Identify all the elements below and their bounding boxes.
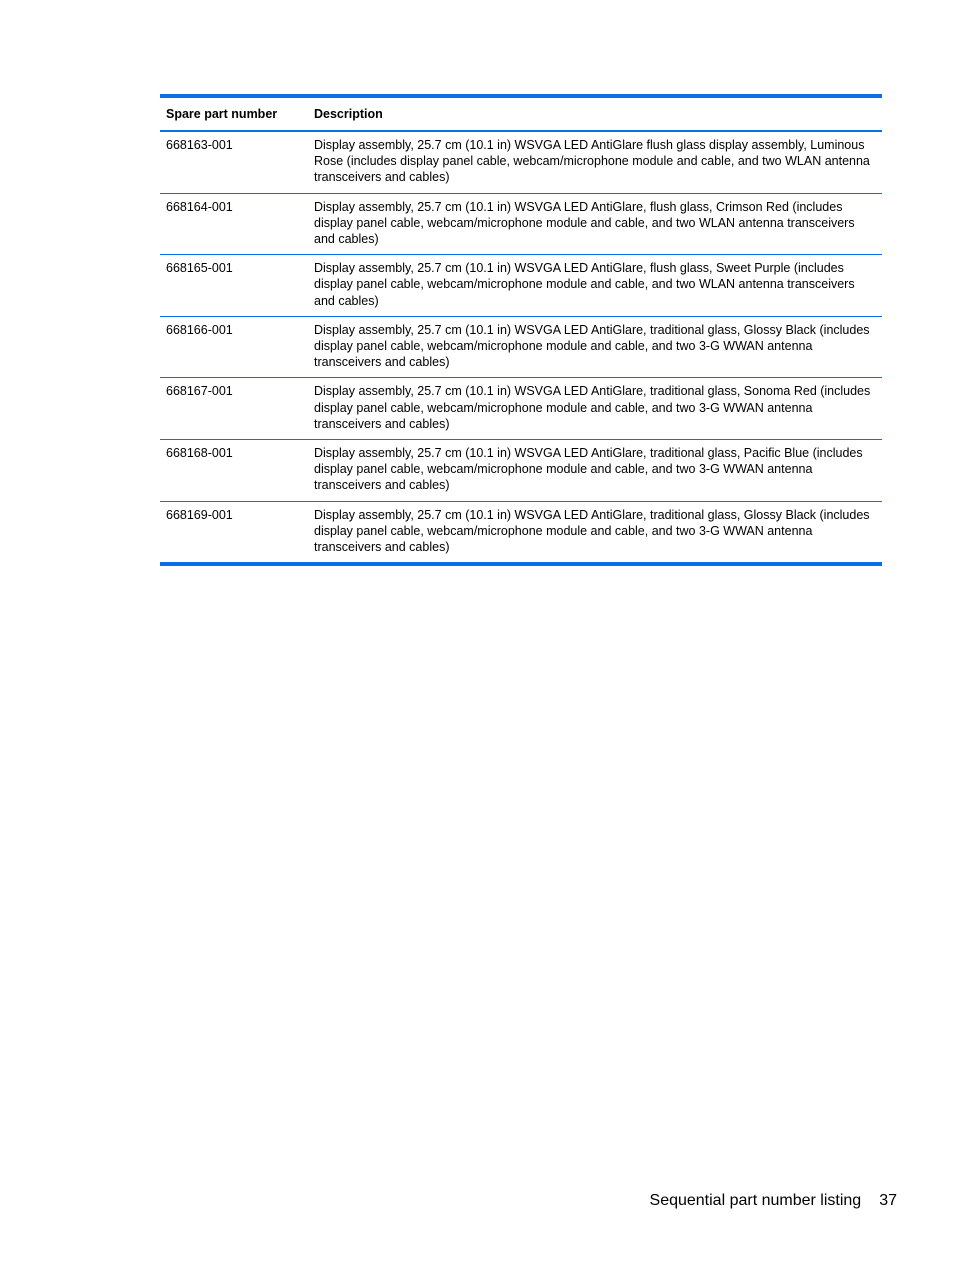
table-row [160, 440, 882, 502]
part-number-cell: 668169-001 [166, 507, 233, 522]
page-number: 37 [879, 1192, 897, 1209]
description-cell: Display assembly, 25.7 cm (10.1 in) WSVGA LED AntiGlare, traditional glass, Glossy Black (includes display panel cable, webcam/microphone module and cable, and two 3-G WWAN antenna transceivers and cables) [314, 507, 870, 555]
footer-section-title: Sequential part number listing [649, 1192, 862, 1209]
part-number-cell: 668163-001 [160, 131, 314, 193]
description-cell: Display assembly, 25.7 cm (10.1 in) WSVGA LED AntiGlare, traditional glass, Glossy Black (includes display panel cable, webcam/microphone module and cable, and two 3-G WWAN antenna transceivers and cables) [314, 316, 882, 378]
description-cell: Display assembly, 25.7 cm (10.1 in) WSVGA LED AntiGlare, flush glass, Sweet Purple (includes display panel cable, webcam/microphone module and cable, and two WLAN antenna transceivers and cables) [314, 255, 882, 317]
part-number-cell: 668165-001 [160, 255, 314, 317]
header-part-number: Spare part number [160, 96, 314, 131]
description-cell: Display assembly, 25.7 cm (10.1 in) WSVGA LED AntiGlare, traditional glass, Pacific Blue (includes display panel cable, webcam/microphone module and cable, and two 3-G WWAN antenna transceivers and cables) [314, 440, 882, 502]
table-row [160, 316, 882, 378]
description-cell: Display assembly, 25.7 cm (10.1 in) WSVGA LED AntiGlare, flush glass, Crimson Red (includes display panel cable, webcam/microphone module and cable, and two WLAN antenna transceivers and cables) [314, 193, 882, 255]
table-row [160, 501, 882, 564]
part-number-cell: 668164-001 [160, 193, 314, 255]
part-number-cell: 668167-001 [160, 378, 314, 440]
header-description: Description [314, 96, 882, 131]
page-footer [650, 1191, 897, 1211]
description-cell: Display assembly, 25.7 cm (10.1 in) WSVGA LED AntiGlare, traditional glass, Sonoma Red (includes display panel cable, webcam/microphone module and cable, and two 3-G WWAN antenna transceivers and cables) [314, 378, 882, 440]
spare-parts-table [160, 94, 882, 566]
table-row [160, 131, 882, 193]
part-number-cell: 668168-001 [160, 440, 314, 502]
part-number-cell: 668166-001 [160, 316, 314, 378]
table-row [160, 193, 882, 255]
description-cell: Display assembly, 25.7 cm (10.1 in) WSVGA LED AntiGlare flush glass display assembly, Luminous Rose (includes display panel cable, webcam/microphone module and cable, and two WLAN antenna transceivers and cables) [314, 131, 882, 193]
table-row [160, 378, 882, 440]
table-header-row [160, 96, 882, 131]
table-row [160, 255, 882, 317]
